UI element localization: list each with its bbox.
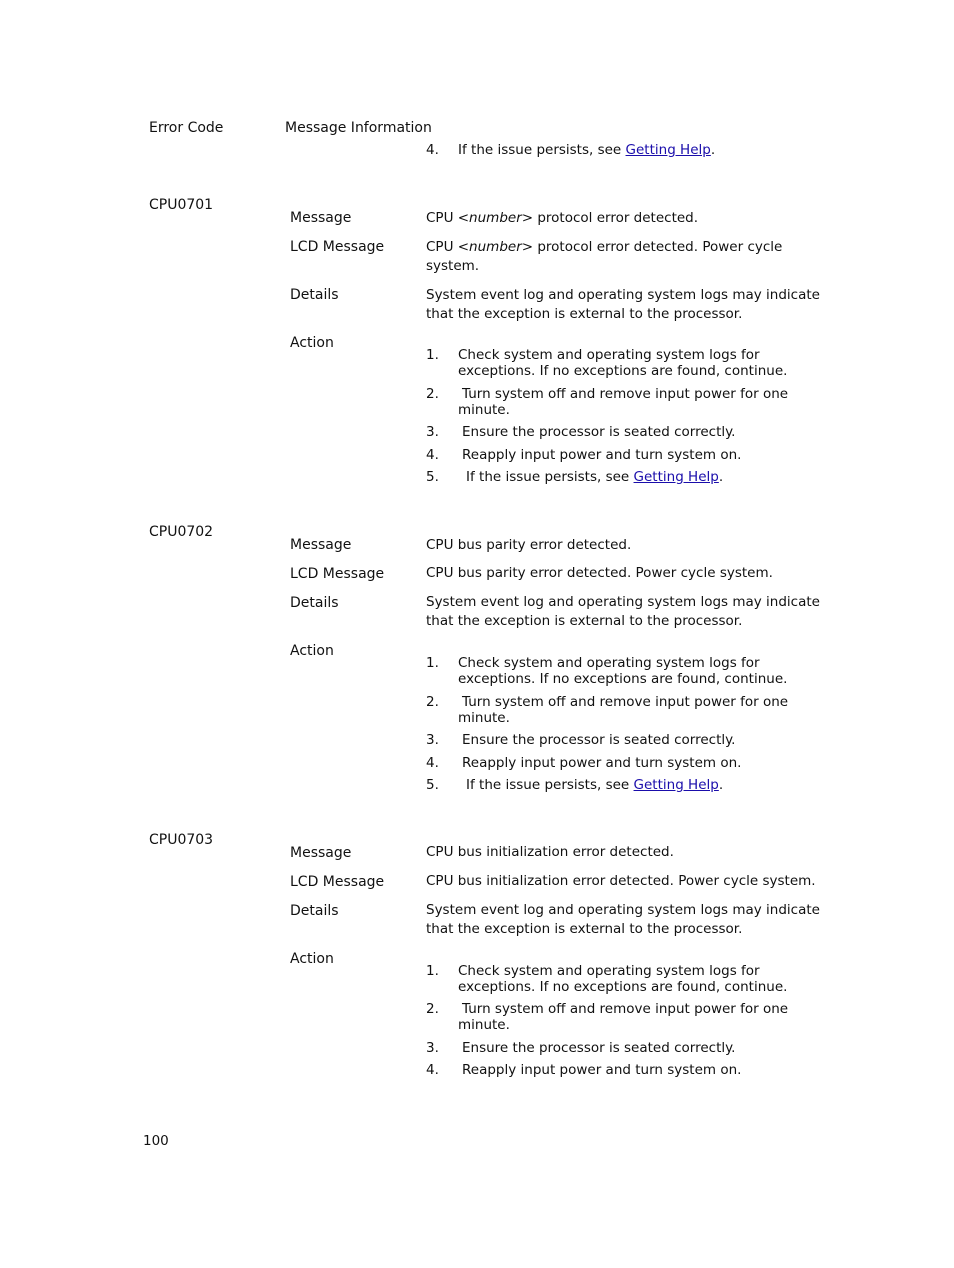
carryover-item-number: 4. — [426, 142, 439, 158]
lcd-message-text — [426, 238, 796, 276]
details-label: Details — [290, 287, 339, 303]
column-header-error-code: Error Code — [149, 120, 224, 136]
action-item: Turn system off and remove input power for one minute. — [458, 1001, 789, 1033]
action-number: 1. — [426, 347, 439, 363]
lcd-text-part: CPU — [426, 239, 458, 255]
action-number: 3. — [426, 732, 439, 748]
action-label: Action — [290, 335, 334, 351]
page-number: 100 — [143, 1133, 169, 1149]
lcd-message-text: CPU bus parity error detected. Power cycle system. — [426, 565, 773, 581]
action-number: 1. — [426, 655, 439, 671]
action-number: 3. — [426, 1040, 439, 1056]
message-label: Message — [290, 537, 352, 553]
action-number: 4. — [426, 755, 439, 771]
action-item — [466, 469, 723, 486]
message-label: Message — [290, 210, 352, 226]
lcd-variable: <number> — [457, 239, 534, 255]
message-text — [426, 210, 698, 227]
action-number: 5. — [426, 777, 439, 793]
getting-help-link[interactable]: Getting Help — [633, 469, 719, 485]
lcd-message-label: LCD Message — [290, 566, 385, 582]
message-label: Message — [290, 845, 352, 861]
action-item — [466, 777, 723, 794]
message-variable: <number> — [457, 210, 534, 226]
getting-help-link[interactable]: Getting Help — [625, 142, 711, 158]
action-item: Check system and operating system logs for exceptions. If no exceptions are found, continue. — [458, 963, 788, 995]
message-text: CPU bus initialization error detected. — [426, 844, 674, 860]
action-period: . — [718, 469, 724, 485]
lcd-message-text: CPU bus initialization error detected. Power cycle system. — [426, 873, 816, 889]
action-period: . — [718, 777, 724, 793]
action-item: Check system and operating system logs for exceptions. If no exceptions are found, continue. — [458, 347, 788, 379]
action-number: 4. — [426, 447, 439, 463]
lcd-text-part: protocol error detected. Power cycle system. — [426, 239, 783, 274]
action-item: Turn system off and remove input power for one minute. — [458, 386, 789, 418]
action-label: Action — [290, 951, 334, 967]
action-item: Ensure the processor is seated correctly. — [462, 732, 736, 748]
error-code: CPU0703 — [149, 832, 214, 848]
getting-help-link[interactable]: Getting Help — [633, 777, 719, 793]
action-number: 3. — [426, 424, 439, 440]
message-text-part: CPU — [426, 210, 458, 226]
error-code: CPU0701 — [149, 197, 214, 213]
action-number: 2. — [426, 386, 439, 402]
action-number: 2. — [426, 694, 439, 710]
action-item: Check system and operating system logs for exceptions. If no exceptions are found, continue. — [458, 655, 788, 687]
action-label: Action — [290, 643, 334, 659]
action-item: Ensure the processor is seated correctly. — [462, 1040, 736, 1056]
action-item: Reapply input power and turn system on. — [462, 447, 742, 463]
error-code: CPU0702 — [149, 524, 214, 540]
action-number: 5. — [426, 469, 439, 485]
carryover-item-text — [458, 142, 715, 159]
action-text: If the issue persists, see — [466, 469, 634, 485]
details-text: System event log and operating system logs may indicate that the exception is external to the processor. — [426, 902, 820, 937]
details-label: Details — [290, 595, 339, 611]
action-number: 1. — [426, 963, 439, 979]
action-item: Reapply input power and turn system on. — [462, 1062, 742, 1078]
action-item: Turn system off and remove input power for one minute. — [458, 694, 789, 726]
action-item: Ensure the processor is seated correctly. — [462, 424, 736, 440]
details-text: System event log and operating system logs may indicate that the exception is external to the processor. — [426, 287, 820, 322]
action-number: 4. — [426, 1062, 439, 1078]
column-header-message-information: Message Information — [285, 120, 432, 136]
action-text: If the issue persists, see — [466, 777, 634, 793]
action-number: 2. — [426, 1001, 439, 1017]
carryover-period: . — [710, 142, 716, 158]
details-text: System event log and operating system logs may indicate that the exception is external to the processor. — [426, 594, 820, 629]
lcd-message-label: LCD Message — [290, 874, 385, 890]
action-item: Reapply input power and turn system on. — [462, 755, 742, 771]
carryover-text: If the issue persists, see — [458, 142, 626, 158]
message-text-part: protocol error detected. — [533, 210, 699, 226]
lcd-message-label: LCD Message — [290, 239, 385, 255]
details-label: Details — [290, 903, 339, 919]
message-text: CPU bus parity error detected. — [426, 537, 632, 553]
